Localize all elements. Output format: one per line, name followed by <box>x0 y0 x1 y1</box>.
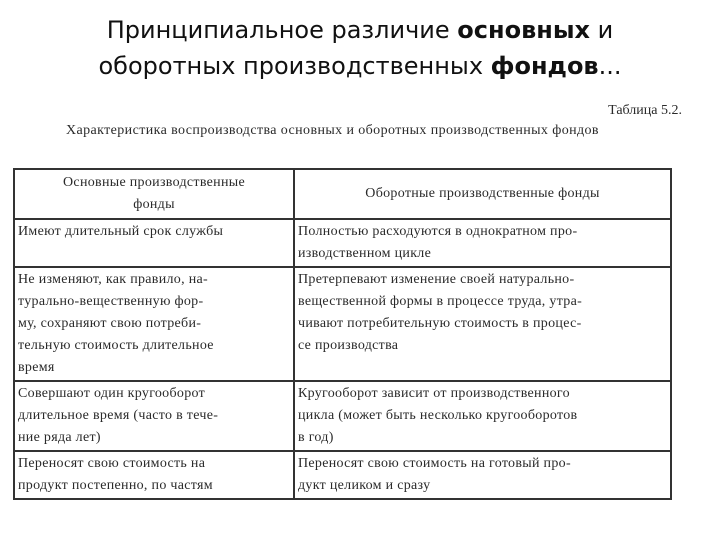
cell-fixed-assets: Переносят свою стоимость на продукт постепенно, по частям <box>14 451 294 499</box>
title-line1-end: и <box>590 16 614 44</box>
title-line2-end: ... <box>598 52 622 80</box>
header-fixed-assets: Основные производственные фонды <box>14 169 294 219</box>
title-line2-text: оборотных производственных <box>98 52 491 80</box>
table-caption: Характеристика воспроизводства основных и оборотных производственных фондов <box>66 123 599 138</box>
header-working-assets: Оборотные производственные фонды <box>294 169 671 219</box>
cell-working-assets: Претерпевают изменение своей натурально- вещественной формы в процессе труда, утра- чивают потребительную стоимость в процес- се производства <box>294 267 671 381</box>
comparison-table <box>13 168 672 500</box>
table-row <box>14 219 671 267</box>
table-row <box>14 381 671 451</box>
cell-fixed-assets: Имеют длительный срок службы <box>14 219 294 267</box>
title-line1-text: Принципиальное различие <box>106 16 458 44</box>
title-line2-bold: фондов <box>490 52 599 80</box>
cell-working-assets: Кругооборот зависит от производственного цикла (может быть несколько кругооборотов в год) <box>294 381 671 451</box>
cell-working-assets: Полностью расходуются в однократном про- изводственном цикле <box>294 219 671 267</box>
cell-fixed-assets: Не изменяют, как правило, на- турально-вещественную фор- му, сохраняют свою потреби- тельную стоимость длительное время <box>14 267 294 381</box>
table-row <box>14 451 671 499</box>
cell-fixed-assets: Совершают один кругооборот длительное время (часто в тече- ние ряда лет) <box>14 381 294 451</box>
table-header-row <box>14 169 671 219</box>
table-row <box>14 267 671 381</box>
table-number: Таблица 5.2. <box>608 103 682 118</box>
cell-working-assets: Переносят свою стоимость на готовый про- дукт целиком и сразу <box>294 451 671 499</box>
title-line1-bold: основных <box>457 16 591 44</box>
